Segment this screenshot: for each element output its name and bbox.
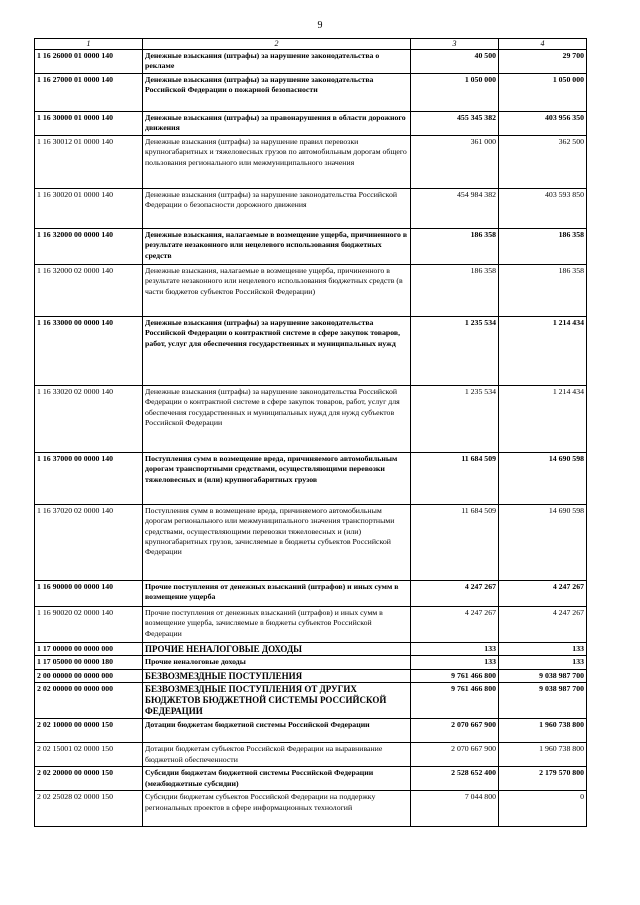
column-number-4: 4	[499, 39, 587, 50]
amount-year-1-cell: 2 070 667 900	[411, 719, 499, 743]
table-row	[35, 135, 587, 188]
amount-year-1-cell: 1 050 000	[411, 73, 499, 111]
amount-year-2-cell: 403 593 850	[499, 188, 587, 228]
table-row	[35, 111, 587, 135]
table-row	[35, 188, 587, 228]
revenue-name-cell: Денежные взыскания (штрафы) за нарушение правил перевозки крупногабаритных и тяжеловесных грузов по автомобильным дорогам общего пользования регионального или межмуниципального значения	[143, 135, 411, 188]
budget-code-cell: 1 16 30020 01 0000 140	[35, 188, 143, 228]
budget-code-cell: 1 17 05000 00 0000 180	[35, 656, 143, 669]
amount-year-1-cell: 4 247 267	[411, 580, 499, 606]
table-row	[35, 316, 587, 385]
table-row	[35, 719, 587, 743]
page-number: 9	[317, 20, 323, 31]
revenue-name-cell: Субсидии бюджетам бюджетной системы Российской Федерации (межбюджетные субсидии)	[143, 767, 411, 791]
amount-year-2-cell: 133	[499, 642, 587, 656]
table-row	[35, 791, 587, 827]
revenue-name-cell: Прочие поступления от денежных взысканий (штрафов) и иных сумм в возмещение ущерба, зачисляемые в бюджеты субъектов Российской Федерации	[143, 606, 411, 642]
amount-year-2-cell: 4 247 267	[499, 606, 587, 642]
amount-year-1-cell: 361 000	[411, 135, 499, 188]
revenue-name-cell: Поступления сумм в возмещение вреда, причиняемого автомобильным дорогам регионального или межмуниципального значения транспортными средствами, осуществляющими перевозки тяжеловесных и (или) крупногабаритных грузов, зачисляемые в бюджеты субъектов Российской Федерации	[143, 504, 411, 580]
table-row	[35, 504, 587, 580]
revenue-name-cell: Дотации бюджетам субъектов Российской Федерации на выравнивание бюджетной обеспеченности	[143, 743, 411, 767]
budget-code-cell: 1 16 90020 02 0000 140	[35, 606, 143, 642]
budget-code-cell: 1 16 32000 00 0000 140	[35, 228, 143, 264]
amount-year-1-cell: 9 761 466 800	[411, 683, 499, 719]
column-number-2: 2	[143, 39, 411, 50]
revenue-name-cell: Денежные взыскания (штрафы) за нарушение законодательства о рекламе	[143, 50, 411, 74]
table-row	[35, 606, 587, 642]
budget-code-cell: 2 02 00000 00 0000 000	[35, 683, 143, 719]
budget-code-cell: 1 17 00000 00 0000 000	[35, 642, 143, 656]
amount-year-2-cell: 14 690 598	[499, 504, 587, 580]
amount-year-2-cell: 1 214 434	[499, 316, 587, 385]
amount-year-1-cell: 455 345 382	[411, 111, 499, 135]
revenue-name-cell: Денежные взыскания (штрафы) за нарушение законодательства Российской Федерации о контрактной системе в сфере закупок товаров, работ, услуг для обеспечения государственных и муниципальных нужд	[143, 316, 411, 385]
amount-year-1-cell: 9 761 466 800	[411, 669, 499, 683]
column-number-3: 3	[411, 39, 499, 50]
table-body	[35, 50, 587, 827]
amount-year-1-cell: 133	[411, 656, 499, 669]
amount-year-1-cell: 11 684 509	[411, 504, 499, 580]
column-number-1: 1	[35, 39, 143, 50]
table-row	[35, 580, 587, 606]
budget-code-cell: 2 02 10000 00 0000 150	[35, 719, 143, 743]
amount-year-1-cell: 40 500	[411, 50, 499, 74]
revenue-name-cell: ПРОЧИЕ НЕНАЛОГОВЫЕ ДОХОДЫ	[143, 642, 411, 656]
table-row	[35, 385, 587, 452]
amount-year-2-cell: 133	[499, 656, 587, 669]
amount-year-2-cell: 1 960 738 800	[499, 719, 587, 743]
budget-code-cell: 1 16 37020 02 0000 140	[35, 504, 143, 580]
budget-code-cell: 1 16 32000 02 0000 140	[35, 264, 143, 316]
budget-code-cell: 1 16 27000 01 0000 140	[35, 73, 143, 111]
amount-year-1-cell: 454 984 382	[411, 188, 499, 228]
amount-year-2-cell: 14 690 598	[499, 452, 587, 504]
table-row	[35, 642, 587, 656]
budget-code-cell: 2 02 15001 02 0000 150	[35, 743, 143, 767]
revenue-name-cell: Субсидии бюджетам субъектов Российской Федерации на поддержку региональных проектов в сфере информационных технологий	[143, 791, 411, 827]
budget-revenue-table	[34, 38, 587, 827]
revenue-name-cell: БЕЗВОЗМЕЗДНЫЕ ПОСТУПЛЕНИЯ ОТ ДРУГИХ БЮДЖЕТОВ БЮДЖЕТНОЙ СИСТЕМЫ РОССИЙСКОЙ ФЕДЕРАЦИИ	[143, 683, 411, 719]
revenue-name-cell: БЕЗВОЗМЕЗДНЫЕ ПОСТУПЛЕНИЯ	[143, 669, 411, 683]
table-row	[35, 669, 587, 683]
amount-year-2-cell: 1 214 434	[499, 385, 587, 452]
budget-code-cell: 1 16 26000 01 0000 140	[35, 50, 143, 74]
amount-year-1-cell: 1 235 534	[411, 385, 499, 452]
revenue-name-cell: Денежные взыскания, налагаемые в возмещение ущерба, причиненного в результате незаконного или нецелевого использования бюджетных средств (в части бюджетов субъектов Российской Федерации)	[143, 264, 411, 316]
revenue-name-cell: Денежные взыскания (штрафы) за нарушение законодательства Российской Федерации о контрактной системе в сфере закупок товаров, работ, услуг для обеспечения государственных и муниципальных нужд для нужд субъектов Российской Федерации	[143, 385, 411, 452]
budget-code-cell: 2 02 25028 02 0000 150	[35, 791, 143, 827]
budget-code-cell: 1 16 90000 00 0000 140	[35, 580, 143, 606]
revenue-name-cell: Прочие поступления от денежных взысканий (штрафов) и иных сумм в возмещение ущерба	[143, 580, 411, 606]
table-row	[35, 743, 587, 767]
table-row	[35, 50, 587, 74]
amount-year-2-cell: 186 358	[499, 264, 587, 316]
amount-year-2-cell: 2 179 570 800	[499, 767, 587, 791]
revenue-name-cell: Денежные взыскания, налагаемые в возмещение ущерба, причиненного в результате незаконного или нецелевого использования бюджетных средств	[143, 228, 411, 264]
amount-year-1-cell: 4 247 267	[411, 606, 499, 642]
revenue-name-cell: Поступления сумм в возмещение вреда, причиняемого автомобильным дорогам транспортными средствами, осуществляющими перевозки тяжеловесных и (или) крупногабаритных грузов	[143, 452, 411, 504]
amount-year-1-cell: 186 358	[411, 264, 499, 316]
amount-year-1-cell: 7 044 800	[411, 791, 499, 827]
revenue-name-cell: Денежные взыскания (штрафы) за нарушение законодательства Российской Федерации о безопасности дорожного движения	[143, 188, 411, 228]
budget-code-cell: 1 16 30012 01 0000 140	[35, 135, 143, 188]
budget-code-cell: 1 16 37000 00 0000 140	[35, 452, 143, 504]
revenue-name-cell: Дотации бюджетам бюджетной системы Российской Федерации	[143, 719, 411, 743]
amount-year-1-cell: 11 684 509	[411, 452, 499, 504]
amount-year-2-cell: 29 700	[499, 50, 587, 74]
table-row	[35, 683, 587, 719]
amount-year-1-cell: 2 070 667 900	[411, 743, 499, 767]
table-row	[35, 767, 587, 791]
table-row	[35, 656, 587, 669]
table-row	[35, 452, 587, 504]
table-row	[35, 228, 587, 264]
amount-year-2-cell: 9 038 987 700	[499, 683, 587, 719]
table-row	[35, 73, 587, 111]
table-row	[35, 264, 587, 316]
budget-code-cell: 2 02 20000 00 0000 150	[35, 767, 143, 791]
revenue-name-cell: Прочие неналоговые доходы	[143, 656, 411, 669]
amount-year-2-cell: 1 050 000	[499, 73, 587, 111]
amount-year-1-cell: 186 358	[411, 228, 499, 264]
amount-year-1-cell: 2 528 652 400	[411, 767, 499, 791]
budget-code-cell: 1 16 33000 00 0000 140	[35, 316, 143, 385]
amount-year-2-cell: 362 500	[499, 135, 587, 188]
amount-year-2-cell: 0	[499, 791, 587, 827]
revenue-name-cell: Денежные взыскания (штрафы) за нарушение законодательства Российской Федерации о пожарной безопасности	[143, 73, 411, 111]
budget-code-cell: 1 16 30000 01 0000 140	[35, 111, 143, 135]
amount-year-2-cell: 9 038 987 700	[499, 669, 587, 683]
amount-year-2-cell: 1 960 738 800	[499, 743, 587, 767]
amount-year-2-cell: 4 247 267	[499, 580, 587, 606]
budget-code-cell: 2 00 00000 00 0000 000	[35, 669, 143, 683]
budget-code-cell: 1 16 33020 02 0000 140	[35, 385, 143, 452]
amount-year-1-cell: 1 235 534	[411, 316, 499, 385]
revenue-name-cell: Денежные взыскания (штрафы) за правонарушения в области дорожного движения	[143, 111, 411, 135]
amount-year-2-cell: 403 956 350	[499, 111, 587, 135]
amount-year-1-cell: 133	[411, 642, 499, 656]
column-number-row	[35, 39, 587, 50]
amount-year-2-cell: 186 358	[499, 228, 587, 264]
